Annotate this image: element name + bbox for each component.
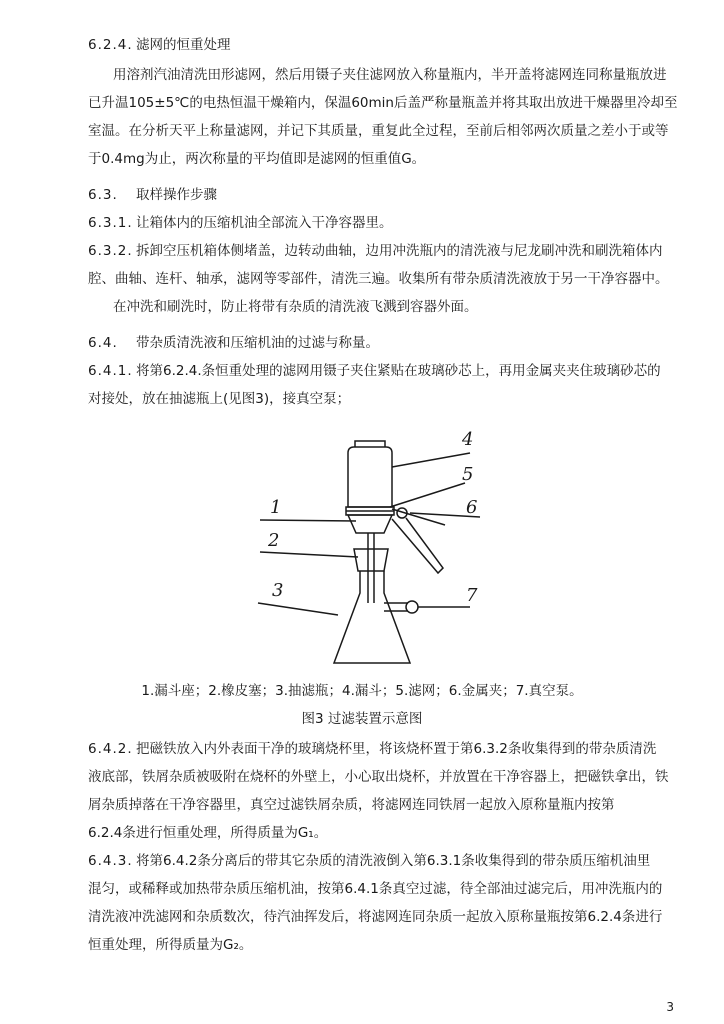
section-6-4-1 [88,362,661,380]
filter-flask [334,571,410,663]
section-number: 6.4.2. [88,741,133,757]
figure-label-3: 3 [272,580,284,601]
funnel-neck [355,441,385,447]
section-6-2-4-heading [88,36,231,54]
paragraph-line: 6.2.4条进行恒重处理，所得质量为G₁。 [88,825,328,841]
paragraph-line: 将第6.2.4.条恒重处理的滤网用镊子夹住紧贴在玻璃砂芯上，再用金属夹夹住玻璃砂芯的 [136,363,661,379]
section-number: 6.3. [88,187,118,203]
section-6-3-heading [88,186,217,204]
section-number: 6.3.1. [88,215,133,231]
section-title: 带杂质清洗液和压缩机油的过滤与称量。 [136,335,379,351]
section-number: 6.4.1. [88,363,133,379]
figure-label-2: 2 [268,530,280,551]
paragraph-line: 液底部，铁屑杂质被吸附在烧杯的外壁上，小心取出烧杯，并放置在干净容器上，把磁铁拿出，铁 [88,769,669,785]
figure-caption: 图3 过滤装置示意图 [301,711,423,727]
funnel-seat [348,515,392,533]
section-6-3-1 [88,214,393,232]
paragraph-line: 腔、曲轴、连杆、轴承，滤网等零部件，清洗三遍。收集所有带杂质清洗液放于另一干净容器中。 [88,271,669,287]
figure-legend: 1.漏斗座；2.橡皮塞；3.抽滤瓶；4.漏斗；5.滤网；6.金属夹；7.真空泵。 [141,683,583,699]
section-number: 6.4. [88,335,118,351]
section-title: 滤网的恒重处理 [136,37,231,53]
figure-label-5: 5 [462,464,474,485]
figure-label-4: 4 [462,429,474,450]
paragraph-line: 于0.4mg为止，两次称量的平均值即是滤网的恒重值G。 [88,151,426,167]
filtration-apparatus-figure [240,415,490,675]
figure-label-7: 7 [466,585,478,606]
funnel-body [348,447,392,507]
section-number: 6.2.4. [88,37,133,53]
paragraph-line: 用溶剂汽油清洗田形滤网，然后用镊子夹住滤网放入称量瓶内，半开盖将滤网连同称量瓶放进 [113,67,667,83]
paragraph-line: 对接处，放在抽滤瓶上(见图3)，接真空泵； [88,391,351,407]
paragraph-line: 混匀，或稀释或加热带杂质压缩机油，按第6.4.1条真空过滤，待全部油过滤完后，用冲洗瓶内的 [88,881,663,897]
paragraph-line: 室温。在分析天平上称量滤网，并记下其质量，重复此全过程，至前后相邻两次质量之差小于或等 [88,123,669,139]
section-title: 取样操作步骤 [136,187,217,203]
section-number: 6.4.3. [88,853,133,869]
section-6-4-3 [88,852,650,870]
page-number: 3 [666,1000,674,1014]
section-number: 6.3.2. [88,243,133,259]
metal-clamp-jaw-lower [392,518,443,573]
section-6-4-2 [88,740,656,758]
paragraph-line: 屑杂质掉落在干净容器里，真空过滤铁屑杂质，将滤网连同铁屑一起放入原称量瓶内按第 [88,797,615,813]
paragraph-line: 在冲洗和刷洗时，防止将带有杂质的清洗液飞溅到容器外面。 [113,299,478,315]
paragraph-line: 恒重处理，所得质量为G₂。 [88,937,253,953]
paragraph-line: 拆卸空压机箱体侧堵盖，边转动曲轴，边用冲洗瓶内的清洗液与尼龙刷冲洗和刷洗箱体内 [136,243,663,259]
paragraph-line: 将第6.4.2条分离后的带其它杂质的清洗液倒入第6.3.1条收集得到的带杂质压缩机油里 [136,853,651,869]
rubber-stopper [354,549,388,571]
paragraph-line: 把磁铁放入内外表面干净的玻璃烧杯里，将该烧杯置于第6.3.2条收集得到的带杂质清洗 [136,741,657,757]
figure-label-1: 1 [270,497,282,518]
section-6-3-2 [88,242,663,260]
figure-label-6: 6 [466,497,478,518]
paragraph-line: 已升温105±5℃的电热恒温干燥箱内，保温60min后盖严称量瓶盖并将其取出放进干燥器里冷却至 [88,95,678,111]
paragraph-line: 清洗液冲洗滤网和杂质数次，待汽油挥发后，将滤网连同杂质一起放入原称量瓶按第6.2.4条进行 [88,909,663,925]
section-6-4-heading [88,334,379,352]
paragraph-line: 让箱体内的压缩机油全部流入干净容器里。 [136,215,393,231]
